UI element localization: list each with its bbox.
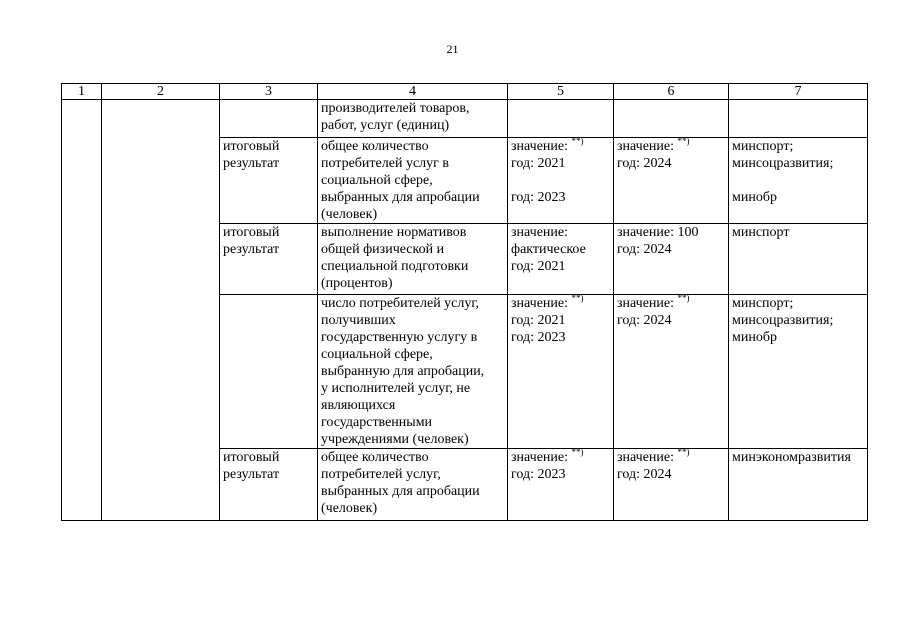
- cell-text: [732, 312, 864, 329]
- cell-text-value: минсоцразвития;: [732, 156, 834, 171]
- cell-text: [321, 363, 504, 380]
- cell-text-value: государственную услугу в: [321, 330, 478, 345]
- cell-text-value: учреждениями (человек): [321, 432, 469, 447]
- cell-text: [617, 155, 725, 172]
- header-cell: 5: [508, 84, 614, 100]
- cell-text-value: значение:: [511, 225, 569, 240]
- cell-text: [321, 241, 504, 258]
- col5-cell: [508, 224, 614, 295]
- cell-text: [321, 100, 504, 117]
- header-cell: 2: [102, 84, 220, 100]
- col6-cell: [614, 449, 729, 521]
- col5-cell: [508, 138, 614, 224]
- cell-text: [511, 295, 610, 312]
- cell-text: [321, 431, 504, 448]
- col5-cell: [508, 295, 614, 449]
- col4-cell: [318, 224, 508, 295]
- cell-text-value: социальной сфере,: [321, 347, 433, 362]
- cell-text: [511, 189, 610, 206]
- col4-cell: [318, 295, 508, 449]
- cell-text-value: (процентов): [321, 276, 393, 291]
- cell-text-value: работ, услуг (единиц): [321, 118, 450, 133]
- cell-text: [511, 258, 610, 275]
- cell-text: [732, 189, 864, 206]
- cell-text-value: выбранных для апробации: [321, 484, 480, 499]
- cell-text: [511, 449, 610, 466]
- cell-text-value: год: 2021: [511, 156, 566, 171]
- cell-text: [617, 312, 725, 329]
- cell-text-value: государственными: [321, 415, 433, 430]
- cell-text: [511, 138, 610, 155]
- cell-text: [321, 312, 504, 329]
- cell-text-value: производителей товаров,: [321, 101, 470, 116]
- cell-text-value: специальной подготовки: [321, 259, 469, 274]
- cell-text-value: минэкономразвития: [732, 450, 851, 465]
- cell-text-value: выполнение нормативов: [321, 225, 467, 240]
- cell-text-value: итоговый: [223, 139, 280, 154]
- cell-text: [223, 466, 314, 483]
- header-cell: 6: [614, 84, 729, 100]
- col3-cell: [220, 295, 318, 449]
- cell-text-value: общее количество: [321, 450, 429, 465]
- cell-text: [617, 241, 725, 258]
- cell-text: [321, 329, 504, 346]
- cell-text: [732, 155, 864, 172]
- cell-text: [321, 380, 504, 397]
- cell-text-value: выбранных для апробации: [321, 190, 480, 205]
- cell-text-value: значение:: [617, 296, 678, 311]
- cell-text-value: потребителей услуг,: [321, 467, 441, 482]
- blank-line: [732, 172, 864, 189]
- table-row: [62, 100, 868, 138]
- cell-text: [321, 414, 504, 431]
- cell-text: [321, 138, 504, 155]
- cell-text: [511, 466, 610, 483]
- cell-text: [321, 275, 504, 292]
- cell-text: [732, 138, 864, 155]
- footnote-marker: **): [677, 293, 690, 303]
- cell-text-value: (человек): [321, 501, 378, 516]
- cell-text-value: год: 2024: [617, 156, 672, 171]
- col2-cell: [102, 100, 220, 521]
- cell-text: [321, 295, 504, 312]
- cell-text: [223, 155, 314, 172]
- cell-text: [321, 155, 504, 172]
- cell-text: [223, 449, 314, 466]
- cell-text: [321, 500, 504, 517]
- cell-text-value: общей физической и: [321, 242, 445, 257]
- footnote-marker: **): [677, 136, 690, 146]
- col7-cell: [729, 100, 868, 138]
- cell-text: [321, 206, 504, 223]
- col3-cell: [220, 224, 318, 295]
- cell-text-value: получивших: [321, 313, 396, 328]
- cell-text-value: число потребителей услуг,: [321, 296, 480, 311]
- cell-text: [223, 224, 314, 241]
- footnote-marker: **): [677, 447, 690, 457]
- col4-cell: [318, 138, 508, 224]
- cell-text-value: год: 2021: [511, 259, 566, 274]
- cell-text-value: итоговый: [223, 450, 280, 465]
- cell-text: [617, 295, 725, 312]
- cell-text: [321, 397, 504, 414]
- footnote-marker: **): [571, 293, 584, 303]
- cell-text: [321, 172, 504, 189]
- cell-text: [617, 466, 725, 483]
- cell-text: [732, 224, 864, 241]
- col3-cell: [220, 449, 318, 521]
- cell-text-value: общее количество: [321, 139, 429, 154]
- blank-line: [511, 172, 610, 189]
- cell-text-value: результат: [223, 156, 280, 171]
- col3-cell: [220, 100, 318, 138]
- cell-text-value: у исполнителей услуг, не: [321, 381, 471, 396]
- cell-text-value: значение:: [511, 139, 572, 154]
- cell-text-value: значение: 100: [617, 225, 699, 240]
- cell-text: [511, 312, 610, 329]
- cell-text-value: минспорт;: [732, 139, 794, 154]
- cell-text: [511, 224, 610, 241]
- cell-text: [732, 449, 864, 466]
- col7-cell: [729, 224, 868, 295]
- cell-text-value: значение:: [511, 296, 572, 311]
- footnote-marker: **): [571, 136, 584, 146]
- cell-text: [617, 449, 725, 466]
- cell-text-value: минсоцразвития;: [732, 313, 834, 328]
- cell-text-value: год: 2023: [511, 467, 566, 482]
- cell-text-value: являющихся: [321, 398, 396, 413]
- cell-text-value: значение:: [511, 450, 572, 465]
- col1-cell: [62, 100, 102, 521]
- col6-cell: [614, 138, 729, 224]
- cell-text: [617, 138, 725, 155]
- col6-cell: [614, 224, 729, 295]
- col7-cell: [729, 138, 868, 224]
- cell-text-value: (человек): [321, 207, 378, 222]
- cell-text: [617, 224, 725, 241]
- header-row: [62, 84, 868, 100]
- col6-cell: [614, 100, 729, 138]
- cell-text: [321, 258, 504, 275]
- cell-text-value: год: 2023: [511, 190, 566, 205]
- cell-text: [321, 449, 504, 466]
- cell-text: [223, 138, 314, 155]
- cell-text-value: потребителей услуг в: [321, 156, 450, 171]
- col7-cell: [729, 295, 868, 449]
- cell-text-value: год: 2021: [511, 313, 566, 328]
- footnote-marker: **): [571, 447, 584, 457]
- cell-text-value: год: 2023: [511, 330, 566, 345]
- cell-text: [321, 224, 504, 241]
- cell-text: [223, 241, 314, 258]
- cell-text-value: результат: [223, 467, 280, 482]
- cell-text-value: минспорт: [732, 225, 790, 240]
- cell-text-value: год: 2024: [617, 242, 672, 257]
- cell-text-value: значение:: [617, 450, 678, 465]
- cell-text-value: год: 2024: [617, 313, 672, 328]
- col5-cell: [508, 100, 614, 138]
- indicators-table: [61, 83, 868, 521]
- col4-cell: [318, 100, 508, 138]
- col5-cell: [508, 449, 614, 521]
- header-cell: 7: [729, 84, 868, 100]
- cell-text-value: значение:: [617, 139, 678, 154]
- header-cell: 3: [220, 84, 318, 100]
- cell-text-value: итоговый: [223, 225, 280, 240]
- cell-text: [732, 295, 864, 312]
- cell-text: [321, 483, 504, 500]
- page-number: 21: [446, 42, 459, 56]
- cell-text-value: минобр: [732, 330, 777, 345]
- cell-text-value: год: 2024: [617, 467, 672, 482]
- col6-cell: [614, 295, 729, 449]
- cell-text-value: минобр: [732, 190, 777, 205]
- cell-text-value: выбранную для апробации,: [321, 364, 485, 379]
- cell-text-value: фактическое: [511, 242, 586, 257]
- header-cell: 1: [62, 84, 102, 100]
- cell-text: [321, 466, 504, 483]
- col4-cell: [318, 449, 508, 521]
- cell-text-value: минспорт;: [732, 296, 794, 311]
- cell-text: [511, 329, 610, 346]
- cell-text-value: результат: [223, 242, 280, 257]
- col3-cell: [220, 138, 318, 224]
- cell-text: [511, 241, 610, 258]
- cell-text: [321, 346, 504, 363]
- cell-text: [321, 117, 504, 134]
- header-cell: 4: [318, 84, 508, 100]
- col7-cell: [729, 449, 868, 521]
- cell-text: [321, 189, 504, 206]
- cell-text-value: социальной сфере,: [321, 173, 433, 188]
- cell-text: [732, 329, 864, 346]
- cell-text: [511, 155, 610, 172]
